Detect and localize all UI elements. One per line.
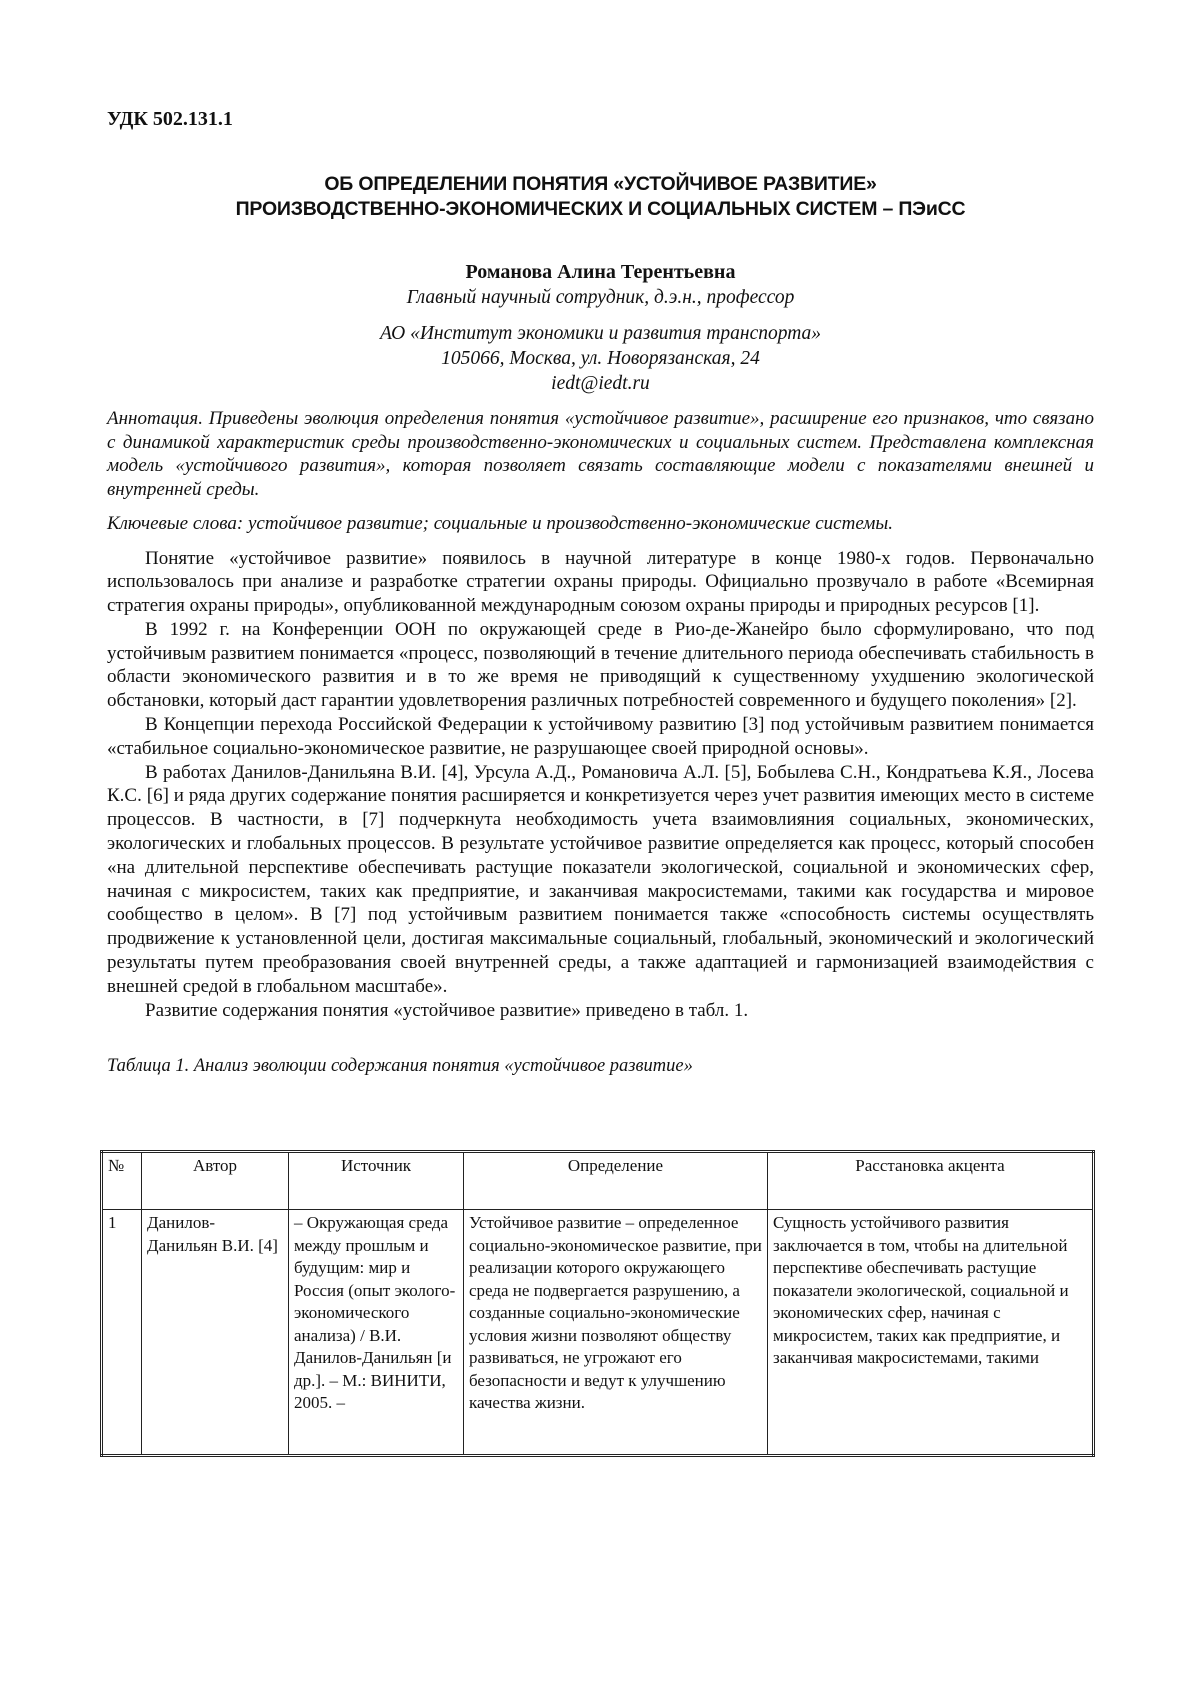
definitions-table [100, 1150, 1095, 1457]
paragraph: Развитие содержания понятия «устойчивое развитие» приведено в табл. 1. [107, 999, 1094, 1023]
cell-definition: Устойчивое развитие – определенное социально-экономическое развитие, при реализации которого окружающего среда не подвергается разрушению, а созданные социально-экономические условия жизни позволяют обществу развиваться, не угрожают его безопасности и ведут к улучшению качества жизни. [464, 1210, 768, 1456]
author-position: Главный научный сотрудник, д.э.н., профессор [107, 285, 1094, 310]
header-source: Источник [289, 1152, 464, 1210]
paragraph: В 1992 г. на Конференции ООН по окружающей среде в Рио-де-Жанейро было сформулировано, что под устойчивым развитием понимается «процесс, позволяющий в течение длительного периода обеспечивать стабильность в области экономического развития и в то же время не приводящий к существенному ухудшению экологической обстановки, который даст гарантии удовлетворения различных потребностей современного и будущего поколения» [2]. [107, 618, 1094, 713]
header-emphasis: Расстановка акцента [768, 1152, 1094, 1210]
abstract: Аннотация. Приведены эволюция определения понятия «устойчивое развитие», расширение его признаков, что связано с динамикой характеристик среды производственно-экономических и социальных систем. Представлена комплексная модель «устойчивого развития», которая позволяет связать составляющие модели с показателями внешней и внутренней среды. [107, 407, 1094, 501]
header-definition: Определение [464, 1152, 768, 1210]
author-address: 105066, Москва, ул. Новорязанская, 24 [107, 346, 1094, 371]
cell-source: – Окружающая среда между прошлым и будущим: мир и Россия (опыт эколого-экономического анализа) / В.И. Данилов-Данильян [и др.]. – М.: ВИНИТИ, 2005. – [289, 1210, 464, 1456]
article-title [107, 172, 1094, 222]
table-header-row [102, 1152, 1094, 1210]
cell-emphasis: Сущность устойчивого развития заключается в том, чтобы на длительной перспективе обеспечивать растущие показатели экологической, социальной и экономических сфер, начиная с микросистем, таких как предприятие, и заканчивая макросистемами, такими [768, 1210, 1094, 1456]
cell-author: Данилов-Данильян В.И. [4] [142, 1210, 289, 1456]
cell-number: 1 [102, 1210, 142, 1456]
document-page [107, 108, 1094, 1078]
udk-code: УДК 502.131.1 [107, 108, 1094, 131]
article-body [107, 547, 1094, 1023]
author-email: iedt@iedt.ru [107, 371, 1094, 396]
paragraph: Понятие «устойчивое развитие» появилось в научной литературе в конце 1980-х годов. Первоначально использовалось при анализе и разработке стратегии охраны природы. Официально прозвучало в работе «Всемирная стратегия охраны природы», опубликованной международным союзом охраны природы и природных ресурсов [1]. [107, 547, 1094, 618]
title-line: ОБ ОПРЕДЕЛЕНИИ ПОНЯТИЯ «УСТОЙЧИВОЕ РАЗВИТИЕ» [107, 172, 1094, 197]
title-line: ПРОИЗВОДСТВЕННО-ЭКОНОМИЧЕСКИХ И СОЦИАЛЬНЫХ СИСТЕМ – ПЭиСС [107, 197, 1094, 222]
author-name: Романова Алина Терентьевна [107, 260, 1094, 285]
paragraph: В Концепции перехода Российской Федерации к устойчивому развитию [3] под устойчивым развитием понимается «стабильное социально-экономическое развитие, не разрушающее своей природной основы». [107, 713, 1094, 761]
table-caption: Таблица 1. Анализ эволюции содержания понятия «устойчивое развитие» [107, 1055, 1094, 1078]
paragraph: В работах Данилов-Данильяна В.И. [4], Урсула А.Д., Романовича А.Л. [5], Бобылева С.Н., Кондратьева К.Я., Лосева К.С. [6] и ряда других содержание понятия расширяется и конкретизуется через учет развития имеющих место в системе процессов. В частности, в [7] подчеркнута необходимость учета взаимовлияния социальных, экономических, экологических и глобальных процессов. В результате устойчивое развитие определяется как процесс, который способен «на длительной перспективе обеспечивать растущие показатели экологической, социальной и экономических сфер, начиная с микросистем, таких как предприятие, и заканчивая макросистемами, такими как государства и мировое сообщество в целом». В [7] под устойчивым развитием понимается также «способность системы осуществлять продвижение к установленной цели, достигая максимальные социальный, глобальный, экономический и экологический результаты путем преобразования своей внутренней среды, а также адаптацией и гармонизацией взаимодействия с внешней средой в глобальном масштабе». [107, 761, 1094, 999]
header-author: Автор [142, 1152, 289, 1210]
keywords: Ключевые слова: устойчивое развитие; социальные и производственно-экономические системы. [107, 512, 1094, 536]
header-number: № [102, 1152, 142, 1210]
author-organization: АО «Институт экономики и развития транспорта» [107, 321, 1094, 346]
table-row [102, 1210, 1094, 1456]
